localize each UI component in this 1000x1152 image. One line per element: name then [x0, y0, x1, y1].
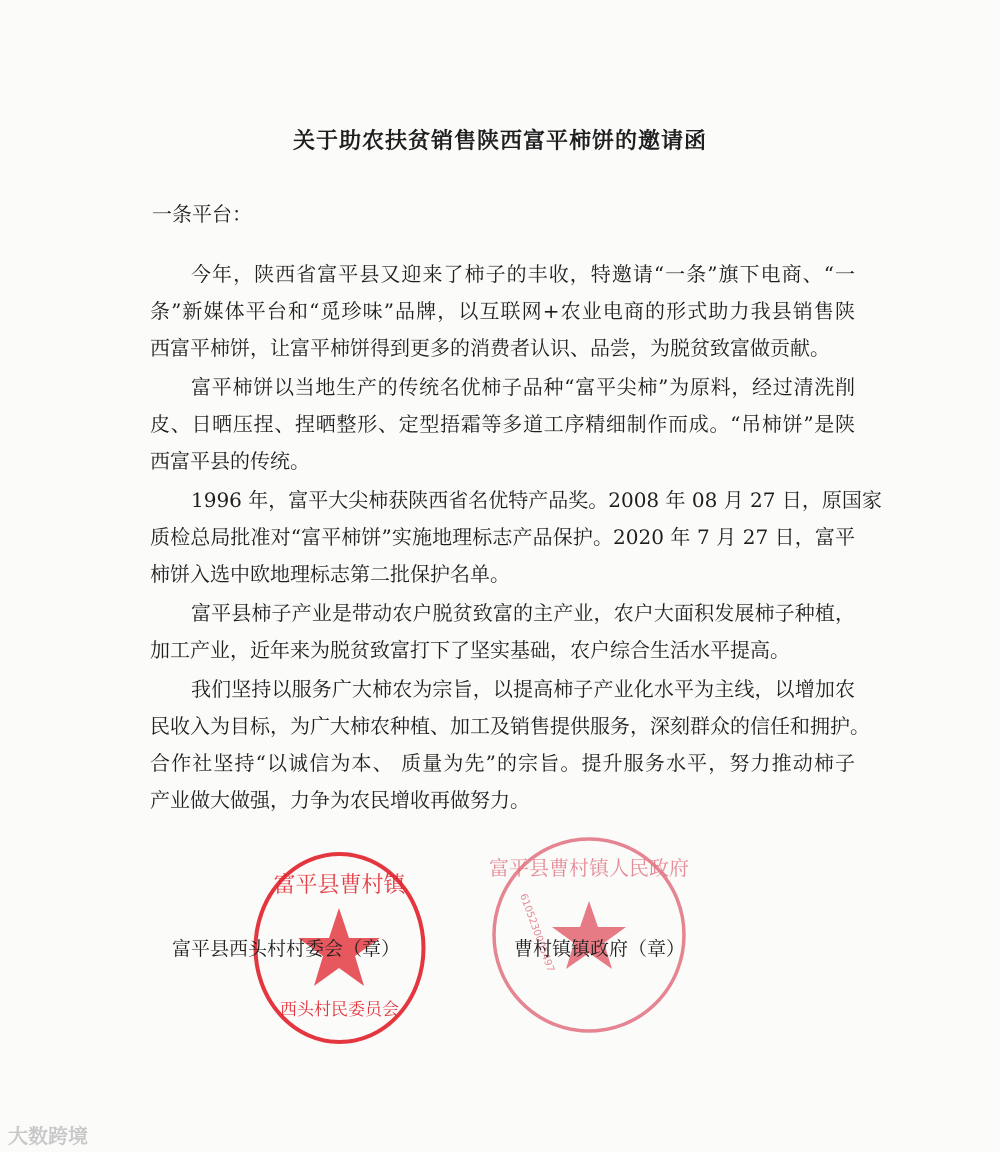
paragraph-line: 1996 年，富平大尖柿获陕西省名优特产品奖。2008 年 08 月 27 日，原国家: [191, 488, 882, 512]
signature-village-committee: 富平县西头村村委会（章）: [172, 938, 401, 960]
paragraph-line: 皮、日晒压捏、捏晒整形、定型捂霜等多道工序精细制作而成。“吊柿饼”是陕: [150, 412, 855, 436]
paragraph-line: 产业做大做强，力争为农民增收再做努力。: [150, 788, 530, 812]
paragraph-line: 质检总局批准对“富平柿饼”实施地理标志产品保护。2020 年 7 月 27 日，富平: [150, 525, 855, 549]
paragraph-line: 柿饼入选中欧地理标志第二批保护名单。: [150, 562, 510, 586]
paragraph-line: 加工产业，近年来为脱贫致富打下了坚实基础，农户综合生活水平提高。: [150, 638, 790, 662]
signature-town-government: 曹村镇镇政府（章）: [514, 938, 686, 960]
paragraph: [150, 369, 855, 480]
watermark: 大数跨境: [8, 1124, 88, 1148]
letter-body: [150, 256, 882, 821]
paragraph-line: 富平县柿子产业是带动农户脱贫致富的主产业，农户大面积发展柿子种植，: [191, 601, 855, 625]
paragraph-line: 条”新媒体平台和“觅珍味”品牌，以互联网+农业电商的形式助力我县销售陕: [150, 299, 855, 323]
paragraph: [150, 671, 870, 819]
letter-title: 关于助农扶贫销售陕西富平柿饼的邀请函: [292, 129, 707, 154]
paragraph-line: 西富平县的传统。: [150, 449, 310, 473]
paragraph-line: 民收入为目标，为广大柿农种植、加工及销售提供服务，深刻群众的信任和拥护。: [150, 714, 870, 738]
svg-text:西头村民委员会: 西头村民委员会: [280, 1000, 399, 1020]
svg-text:6105230005497: 6105230005497: [517, 892, 556, 974]
salutation: 一条平台：: [152, 202, 252, 226]
paragraph-line: 合作社坚持“以诚信为本、 质量为先”的宗旨。提升服务水平，努力推动柿子: [150, 751, 855, 775]
paragraph-line: 富平柿饼以当地生产的传统名优柿子品种“富平尖柿”为原料，经过清洗削: [191, 375, 855, 399]
paragraph: [150, 256, 855, 367]
svg-text:富平县曹村镇: 富平县曹村镇: [273, 873, 406, 898]
svg-text:富平县曹村镇人民政府: 富平县曹村镇人民政府: [490, 856, 688, 880]
paragraph-line: 西富平柿饼，让富平柿饼得到更多的消费者认识、品尝，为脱贫致富做贡献。: [150, 336, 830, 360]
paragraph-line: 今年，陕西省富平县又迎来了柿子的丰收，特邀请“一条”旗下电商、“一: [191, 262, 855, 286]
paragraph: [150, 595, 855, 669]
paragraph: [150, 482, 882, 593]
paragraph-line: 我们坚持以服务广大柿农为宗旨，以提高柿子产业化水平为主线，以增加农: [191, 677, 855, 701]
